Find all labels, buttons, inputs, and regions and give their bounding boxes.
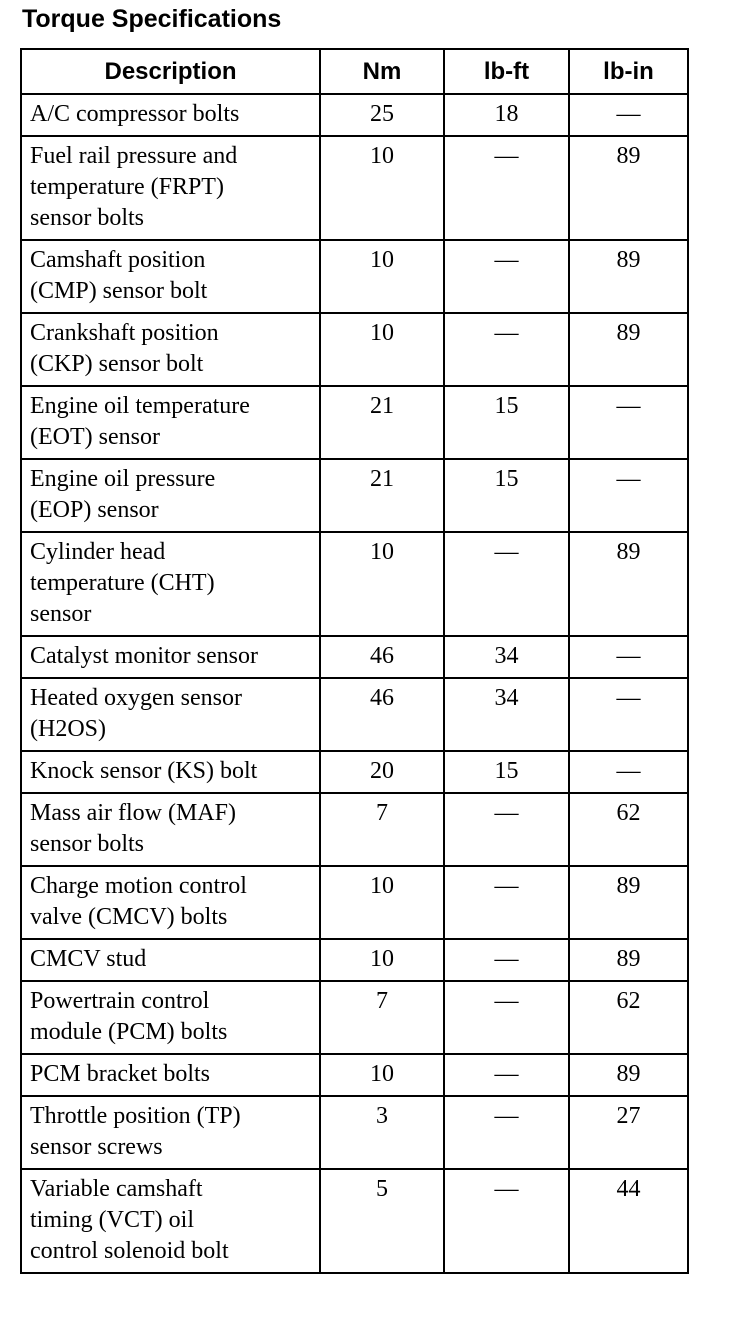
cell-description: A/C compressor bolts: [21, 94, 320, 136]
cell-nm: 7: [320, 981, 444, 1054]
cell-nm: 20: [320, 751, 444, 793]
cell-nm: 10: [320, 866, 444, 939]
cell-lb-in: —: [569, 636, 688, 678]
table-header-row: [21, 49, 688, 94]
table-row: [21, 136, 688, 240]
table-row: [21, 532, 688, 636]
column-header-lb-ft: lb-ft: [444, 49, 569, 94]
table-row: [21, 636, 688, 678]
cell-description: CMCV stud: [21, 939, 320, 981]
cell-description: Throttle position (TP) sensor screws: [21, 1096, 320, 1169]
table-row: [21, 939, 688, 981]
cell-nm: 10: [320, 136, 444, 240]
cell-lb-ft: 15: [444, 386, 569, 459]
cell-lb-in: —: [569, 678, 688, 751]
cell-description: Cylinder head temperature (CHT) sensor: [21, 532, 320, 636]
cell-lb-ft: —: [444, 240, 569, 313]
table-row: [21, 751, 688, 793]
cell-nm: 21: [320, 459, 444, 532]
table-row: [21, 459, 688, 532]
table-row: [21, 866, 688, 939]
cell-description: Engine oil temperature (EOT) sensor: [21, 386, 320, 459]
cell-nm: 10: [320, 532, 444, 636]
cell-description: PCM bracket bolts: [21, 1054, 320, 1096]
cell-lb-ft: —: [444, 532, 569, 636]
table-row: [21, 793, 688, 866]
cell-description: Mass air flow (MAF) sensor bolts: [21, 793, 320, 866]
cell-lb-in: 89: [569, 866, 688, 939]
cell-lb-ft: 34: [444, 678, 569, 751]
cell-description: Knock sensor (KS) bolt: [21, 751, 320, 793]
cell-lb-ft: —: [444, 136, 569, 240]
cell-lb-in: 27: [569, 1096, 688, 1169]
cell-nm: 10: [320, 939, 444, 981]
cell-lb-ft: —: [444, 866, 569, 939]
table-body: [21, 94, 688, 1273]
table-row: [21, 94, 688, 136]
cell-lb-ft: 15: [444, 751, 569, 793]
cell-lb-ft: 18: [444, 94, 569, 136]
cell-lb-in: 44: [569, 1169, 688, 1273]
cell-lb-in: —: [569, 94, 688, 136]
cell-nm: 3: [320, 1096, 444, 1169]
column-header-description: Description: [21, 49, 320, 94]
page-title: Torque Specifications: [22, 5, 282, 33]
cell-lb-in: 89: [569, 939, 688, 981]
cell-nm: 46: [320, 636, 444, 678]
table-row: [21, 1096, 688, 1169]
table-row: [21, 981, 688, 1054]
table-row: [21, 313, 688, 386]
table-row: [21, 1054, 688, 1096]
cell-lb-in: 89: [569, 1054, 688, 1096]
table-row: [21, 678, 688, 751]
cell-nm: 7: [320, 793, 444, 866]
cell-lb-in: 89: [569, 532, 688, 636]
cell-description: Camshaft position (CMP) sensor bolt: [21, 240, 320, 313]
cell-nm: 10: [320, 1054, 444, 1096]
cell-lb-ft: 15: [444, 459, 569, 532]
cell-lb-in: —: [569, 386, 688, 459]
cell-lb-in: —: [569, 459, 688, 532]
cell-lb-in: 62: [569, 981, 688, 1054]
cell-lb-in: 62: [569, 793, 688, 866]
cell-lb-ft: —: [444, 981, 569, 1054]
cell-nm: 10: [320, 240, 444, 313]
cell-description: Fuel rail pressure and temperature (FRPT) sensor bolts: [21, 136, 320, 240]
cell-nm: 10: [320, 313, 444, 386]
cell-nm: 25: [320, 94, 444, 136]
cell-nm: 5: [320, 1169, 444, 1273]
cell-description: Catalyst monitor sensor: [21, 636, 320, 678]
cell-lb-ft: —: [444, 1096, 569, 1169]
cell-description: Heated oxygen sensor (H2OS): [21, 678, 320, 751]
cell-lb-in: 89: [569, 136, 688, 240]
cell-description: Charge motion control valve (CMCV) bolts: [21, 866, 320, 939]
column-header-nm: Nm: [320, 49, 444, 94]
cell-description: Powertrain control module (PCM) bolts: [21, 981, 320, 1054]
cell-lb-in: 89: [569, 240, 688, 313]
cell-lb-ft: —: [444, 793, 569, 866]
cell-lb-ft: —: [444, 313, 569, 386]
table-row: [21, 386, 688, 459]
cell-description: Crankshaft position (CKP) sensor bolt: [21, 313, 320, 386]
cell-nm: 46: [320, 678, 444, 751]
torque-specifications-table: [20, 48, 689, 1274]
cell-description: Engine oil pressure (EOP) sensor: [21, 459, 320, 532]
cell-lb-in: —: [569, 751, 688, 793]
table-row: [21, 240, 688, 313]
cell-lb-ft: —: [444, 1054, 569, 1096]
table-row: [21, 1169, 688, 1273]
cell-lb-in: 89: [569, 313, 688, 386]
cell-lb-ft: —: [444, 1169, 569, 1273]
cell-lb-ft: —: [444, 939, 569, 981]
column-header-lb-in: lb-in: [569, 49, 688, 94]
cell-lb-ft: 34: [444, 636, 569, 678]
cell-nm: 21: [320, 386, 444, 459]
cell-description: Variable camshaft timing (VCT) oil control solenoid bolt: [21, 1169, 320, 1273]
